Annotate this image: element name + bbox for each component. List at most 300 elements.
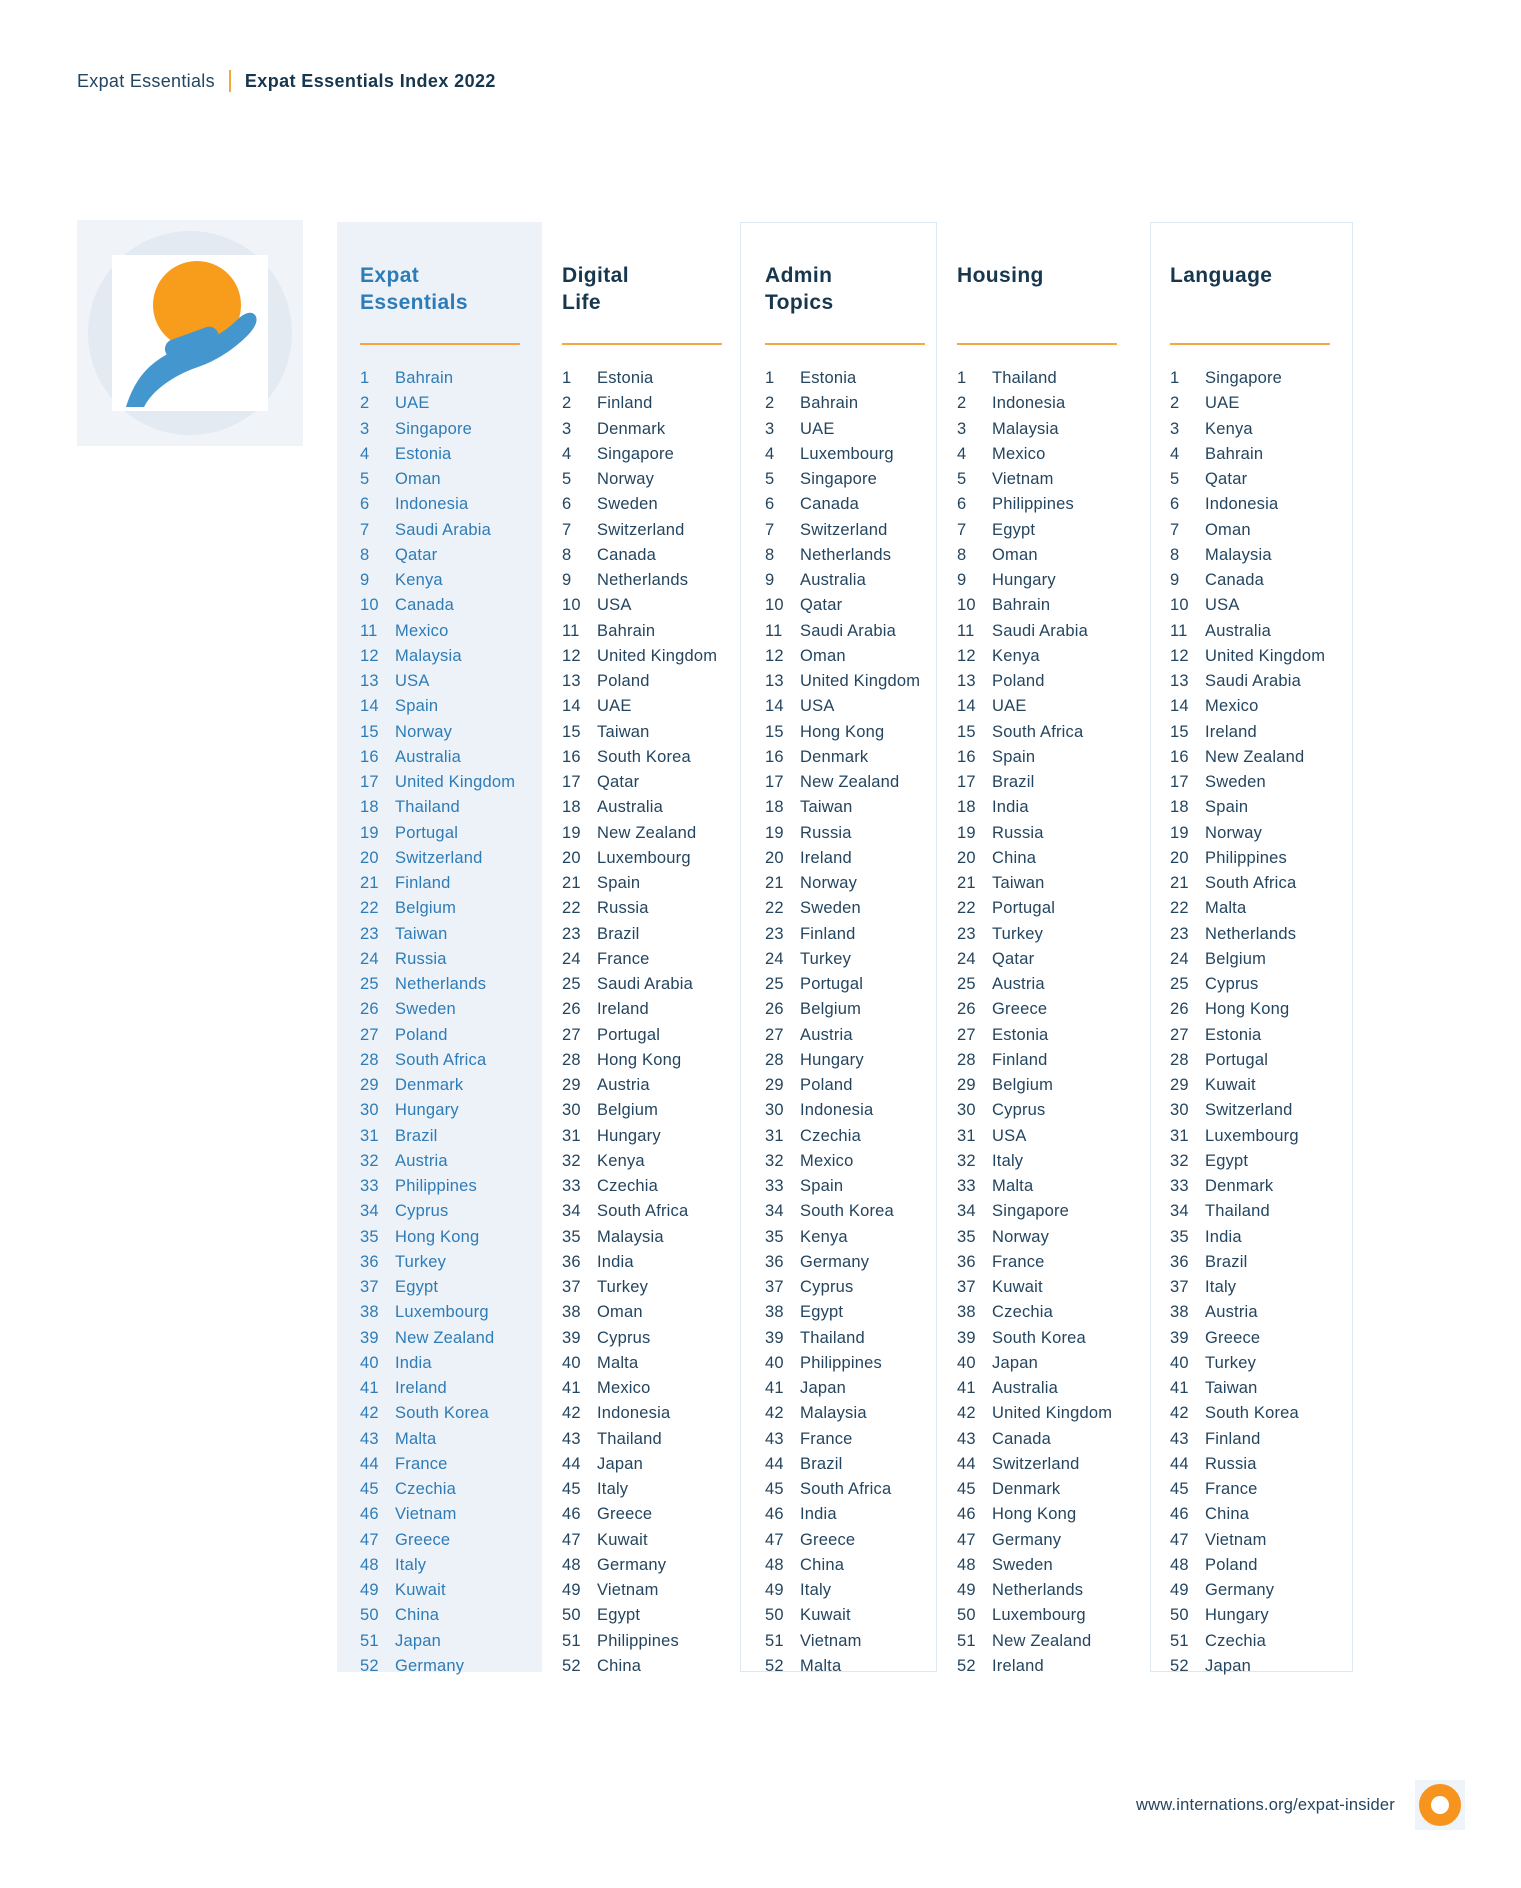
ranking-row — [957, 1149, 1142, 1174]
ranking-row — [360, 644, 545, 669]
rank-number: 47 — [360, 1530, 379, 1549]
index-icon-tile — [77, 220, 303, 446]
rank-number: 9 — [765, 571, 775, 590]
country-name: Singapore — [800, 470, 878, 489]
footer-link[interactable]: www.internations.org/expat-insider — [1135, 1795, 1395, 1814]
rank-number: 41 — [957, 1379, 976, 1398]
rank-number: 46 — [562, 1505, 581, 1524]
rank-number: 36 — [957, 1252, 976, 1271]
country-name: Ireland — [395, 1379, 447, 1398]
ranking-row — [765, 972, 950, 997]
rank-number: 40 — [957, 1353, 976, 1372]
ranking-row — [957, 1300, 1142, 1325]
ranking-row — [360, 1098, 545, 1123]
country-name: Philippines — [800, 1353, 883, 1372]
ranking-row — [360, 593, 545, 618]
rank-number: 6 — [957, 495, 967, 514]
country-name: Russia — [992, 823, 1044, 842]
country-name: Kenya — [597, 1151, 645, 1170]
ranking-row — [765, 1048, 950, 1073]
country-name: Spain — [597, 874, 641, 893]
country-name: Philippines — [395, 1177, 478, 1196]
country-name: Turkey — [597, 1278, 649, 1297]
country-name: Belgium — [992, 1076, 1054, 1095]
country-name: Netherlands — [992, 1581, 1084, 1600]
country-name: Thailand — [1205, 1202, 1270, 1221]
rank-number: 22 — [1170, 899, 1189, 918]
ranking-row — [765, 593, 950, 618]
country-name: Greece — [800, 1530, 856, 1549]
country-name: Malta — [800, 1656, 842, 1675]
ranking-row — [1170, 1073, 1355, 1098]
rank-number: 11 — [1170, 621, 1188, 640]
rank-number: 28 — [1170, 1050, 1189, 1069]
ranking-row — [360, 1528, 545, 1553]
rank-number: 35 — [765, 1227, 784, 1246]
rank-number: 21 — [1170, 874, 1189, 893]
rank-number: 38 — [562, 1303, 581, 1322]
ranking-row — [360, 619, 545, 644]
rank-number: 47 — [765, 1530, 784, 1549]
rank-number: 2 — [765, 394, 775, 413]
ranking-row — [1170, 593, 1355, 618]
ranking-row — [360, 1174, 545, 1199]
country-name: Belgium — [800, 1000, 862, 1019]
rank-number: 50 — [562, 1606, 581, 1625]
ranking-row — [957, 366, 1142, 391]
country-name: Qatar — [597, 773, 640, 792]
country-name: Australia — [395, 747, 461, 766]
country-name: Poland — [800, 1076, 853, 1095]
ranking-row — [765, 492, 950, 517]
rank-number: 38 — [1170, 1303, 1189, 1322]
rank-number: 15 — [1170, 722, 1189, 741]
ranking-row — [1170, 467, 1355, 492]
icon-card — [112, 255, 268, 411]
rank-number: 28 — [765, 1050, 784, 1069]
country-name: Italy — [1205, 1278, 1237, 1297]
country-name: Belgium — [597, 1101, 659, 1120]
ranking-row — [1170, 492, 1355, 517]
ranking-row — [765, 1225, 950, 1250]
rank-number: 31 — [562, 1126, 581, 1145]
ranking-row — [957, 1401, 1142, 1426]
country-name: Estonia — [1205, 1025, 1262, 1044]
rank-number: 38 — [957, 1303, 976, 1322]
rank-number: 24 — [360, 949, 379, 968]
ranking-row — [360, 972, 545, 997]
rank-number: 40 — [360, 1353, 379, 1372]
country-name: China — [395, 1606, 440, 1625]
country-name: Italy — [800, 1581, 832, 1600]
ranking-column-housing — [957, 262, 1142, 1679]
country-name: Russia — [800, 823, 852, 842]
country-name: Taiwan — [992, 874, 1045, 893]
rank-number: 2 — [562, 394, 572, 413]
ranking-row — [1170, 972, 1355, 997]
ranking-row — [957, 568, 1142, 593]
ranking-row — [1170, 896, 1355, 921]
ranking-row — [562, 997, 747, 1022]
ranking-row — [957, 745, 1142, 770]
country-name: Malta — [992, 1177, 1034, 1196]
rank-number: 39 — [360, 1328, 379, 1347]
country-name: Netherlands — [1205, 924, 1297, 943]
rank-number: 40 — [1170, 1353, 1189, 1372]
country-name: Indonesia — [800, 1101, 874, 1120]
country-name: USA — [992, 1126, 1027, 1145]
rank-number: 45 — [957, 1480, 976, 1499]
header-underline — [1170, 343, 1330, 345]
ranking-row — [765, 1477, 950, 1502]
ranking-row — [765, 1300, 950, 1325]
ranking-row — [562, 1199, 747, 1224]
ranking-row — [1170, 366, 1355, 391]
ranking-row — [957, 543, 1142, 568]
ranking-row — [765, 417, 950, 442]
rank-number: 14 — [957, 697, 976, 716]
rank-number: 13 — [957, 672, 976, 691]
ranking-row — [1170, 1124, 1355, 1149]
ranking-row — [1170, 770, 1355, 795]
ranking-row — [957, 1250, 1142, 1275]
ranking-row — [360, 1351, 545, 1376]
ranking-row — [360, 467, 545, 492]
rank-number: 22 — [765, 899, 784, 918]
country-name: France — [597, 949, 650, 968]
rank-number: 25 — [1170, 975, 1189, 994]
country-name: Austria — [800, 1025, 853, 1044]
country-name: France — [992, 1252, 1045, 1271]
rank-number: 42 — [957, 1404, 976, 1423]
ranking-row — [957, 795, 1142, 820]
country-name: Singapore — [1205, 369, 1283, 388]
country-name: Saudi Arabia — [1205, 672, 1301, 691]
country-name: Germany — [395, 1656, 465, 1675]
rank-number: 14 — [1170, 697, 1189, 716]
ranking-row — [562, 846, 747, 871]
rank-number: 17 — [562, 773, 581, 792]
ranking-row — [1170, 821, 1355, 846]
ranking-row — [765, 1502, 950, 1527]
ranking-row — [957, 669, 1142, 694]
rank-number: 19 — [562, 823, 581, 842]
ranking-row — [957, 417, 1142, 442]
country-name: Turkey — [1205, 1353, 1257, 1372]
breadcrumb-separator — [229, 70, 231, 92]
country-name: South Africa — [992, 722, 1084, 741]
ranking-row — [957, 467, 1142, 492]
rank-number: 16 — [1170, 747, 1189, 766]
country-name: Bahrain — [395, 369, 454, 388]
rank-number: 17 — [765, 773, 784, 792]
rank-number: 7 — [957, 520, 967, 539]
rank-number: 46 — [360, 1505, 379, 1524]
rank-number: 49 — [360, 1581, 379, 1600]
ranking-row — [957, 518, 1142, 543]
rank-number: 20 — [360, 848, 379, 867]
rank-number: 34 — [1170, 1202, 1189, 1221]
ranking-row — [562, 1250, 747, 1275]
ranking-row — [562, 1578, 747, 1603]
rank-number: 27 — [765, 1025, 784, 1044]
rank-number: 52 — [562, 1656, 581, 1675]
country-name: Taiwan — [800, 798, 853, 817]
country-name: India — [395, 1353, 432, 1372]
country-name: Singapore — [992, 1202, 1070, 1221]
ranking-row — [562, 1326, 747, 1351]
ranking-row — [957, 1048, 1142, 1073]
rank-number: 25 — [765, 975, 784, 994]
ranking-row — [562, 1174, 747, 1199]
country-name: Qatar — [800, 596, 843, 615]
ranking-list — [562, 366, 747, 1679]
country-name: Spain — [992, 747, 1036, 766]
country-name: Sweden — [395, 1000, 456, 1019]
ranking-row — [562, 871, 747, 896]
rank-number: 43 — [562, 1429, 581, 1448]
ranking-row — [765, 1578, 950, 1603]
rank-number: 46 — [765, 1505, 784, 1524]
country-name: Oman — [395, 470, 441, 489]
rank-number: 9 — [562, 571, 572, 590]
ranking-row — [765, 770, 950, 795]
country-name: Kenya — [992, 646, 1040, 665]
country-name: Turkey — [395, 1252, 447, 1271]
rank-number: 37 — [360, 1278, 379, 1297]
rank-number: 29 — [1170, 1076, 1189, 1095]
rank-number: 48 — [765, 1555, 784, 1574]
ranking-row — [957, 644, 1142, 669]
country-name: Kuwait — [1205, 1076, 1256, 1095]
rank-number: 30 — [957, 1101, 976, 1120]
country-name: Saudi Arabia — [800, 621, 896, 640]
ranking-row — [765, 1553, 950, 1578]
ranking-row — [360, 492, 545, 517]
country-name: Philippines — [992, 495, 1075, 514]
ranking-row — [360, 821, 545, 846]
country-name: Hungary — [800, 1050, 864, 1069]
ranking-row — [957, 821, 1142, 846]
rank-number: 37 — [765, 1278, 784, 1297]
ranking-row — [360, 1275, 545, 1300]
ranking-row — [1170, 1149, 1355, 1174]
ranking-row — [562, 1654, 747, 1679]
rank-number: 11 — [957, 621, 975, 640]
ranking-column-digital-life — [562, 262, 747, 1679]
rank-number: 26 — [562, 1000, 581, 1019]
country-name: Luxembourg — [800, 444, 894, 463]
ranking-row — [562, 1376, 747, 1401]
rank-number: 7 — [562, 520, 572, 539]
rank-number: 4 — [360, 444, 370, 463]
rank-number: 39 — [562, 1328, 581, 1347]
rank-number: 3 — [1170, 419, 1180, 438]
ranking-row — [360, 1427, 545, 1452]
footer — [1136, 1780, 1465, 1830]
rank-number: 15 — [562, 722, 581, 741]
rank-number: 43 — [360, 1429, 379, 1448]
ranking-row — [562, 417, 747, 442]
ranking-row — [562, 1300, 747, 1325]
ranking-row — [360, 1073, 545, 1098]
country-name: Canada — [800, 495, 859, 514]
country-name: UAE — [597, 697, 632, 716]
ranking-row — [562, 1023, 747, 1048]
rank-number: 18 — [765, 798, 784, 817]
column-title: Housing — [957, 264, 1044, 287]
ranking-row — [1170, 518, 1355, 543]
rank-number: 35 — [1170, 1227, 1189, 1246]
country-name: Brazil — [1205, 1252, 1248, 1271]
country-name: Czechia — [1205, 1631, 1267, 1650]
ranking-row — [562, 1225, 747, 1250]
country-name: Luxembourg — [992, 1606, 1086, 1625]
ranking-row — [957, 492, 1142, 517]
country-name: Greece — [395, 1530, 451, 1549]
rank-number: 8 — [1170, 545, 1180, 564]
rank-number: 14 — [765, 697, 784, 716]
ranking-row — [562, 518, 747, 543]
ranking-row — [765, 619, 950, 644]
country-name: South Korea — [597, 747, 691, 766]
rank-number: 34 — [360, 1202, 379, 1221]
column-title: Admin Topics — [765, 264, 834, 314]
ranking-row — [1170, 1452, 1355, 1477]
rank-number: 8 — [360, 545, 370, 564]
country-name: Canada — [992, 1429, 1051, 1448]
ranking-row — [1170, 417, 1355, 442]
country-name: Bahrain — [800, 394, 859, 413]
ranking-row — [360, 568, 545, 593]
country-name: Denmark — [992, 1480, 1061, 1499]
rank-number: 15 — [957, 722, 976, 741]
rank-number: 8 — [765, 545, 775, 564]
country-name: Kuwait — [992, 1278, 1043, 1297]
rank-number: 34 — [957, 1202, 976, 1221]
ranking-row — [765, 1528, 950, 1553]
rank-number: 9 — [957, 571, 967, 590]
rank-number: 43 — [1170, 1429, 1189, 1448]
rank-number: 27 — [562, 1025, 581, 1044]
country-name: Finland — [395, 874, 451, 893]
rank-number: 16 — [360, 747, 379, 766]
rank-number: 17 — [1170, 773, 1189, 792]
rank-number: 50 — [957, 1606, 976, 1625]
country-name: USA — [800, 697, 835, 716]
rank-number: 32 — [765, 1151, 784, 1170]
rank-number: 44 — [562, 1454, 581, 1473]
country-name: India — [992, 798, 1029, 817]
rank-number: 21 — [765, 874, 784, 893]
country-name: UAE — [800, 419, 835, 438]
rank-number: 33 — [765, 1177, 784, 1196]
rank-number: 13 — [360, 672, 379, 691]
rank-number: 31 — [957, 1126, 976, 1145]
rank-number: 4 — [562, 444, 572, 463]
ranking-row — [360, 694, 545, 719]
ranking-row — [957, 1199, 1142, 1224]
ranking-row — [765, 543, 950, 568]
ranking-row — [765, 1023, 950, 1048]
rank-number: 24 — [765, 949, 784, 968]
ranking-column-expat-essentials — [360, 262, 545, 1679]
rank-number: 24 — [957, 949, 976, 968]
ranking-row — [765, 745, 950, 770]
country-name: Qatar — [395, 545, 438, 564]
ranking-row — [957, 1629, 1142, 1654]
country-name: Thailand — [800, 1328, 865, 1347]
rank-number: 26 — [957, 1000, 976, 1019]
rank-number: 6 — [562, 495, 572, 514]
rank-number: 23 — [957, 924, 976, 943]
column-title: Digital Life — [562, 264, 629, 314]
country-name: Germany — [597, 1555, 667, 1574]
ranking-row — [360, 669, 545, 694]
rank-number: 27 — [360, 1025, 379, 1044]
country-name: Finland — [800, 924, 856, 943]
country-name: Norway — [992, 1227, 1050, 1246]
country-name: Bahrain — [992, 596, 1051, 615]
country-name: Bahrain — [597, 621, 656, 640]
ranking-row — [765, 1275, 950, 1300]
rank-number: 43 — [765, 1429, 784, 1448]
ranking-row — [1170, 1401, 1355, 1426]
header-underline — [562, 343, 722, 345]
ranking-row — [957, 1174, 1142, 1199]
rank-number: 11 — [562, 621, 580, 640]
country-name: Hungary — [992, 571, 1056, 590]
rank-number: 11 — [360, 621, 378, 640]
rank-number: 49 — [765, 1581, 784, 1600]
rank-number: 26 — [360, 1000, 379, 1019]
rank-number: 48 — [1170, 1555, 1189, 1574]
rank-number: 44 — [765, 1454, 784, 1473]
rank-number: 33 — [360, 1177, 379, 1196]
ranking-row — [765, 1149, 950, 1174]
ranking-row — [1170, 947, 1355, 972]
ranking-row — [1170, 1275, 1355, 1300]
ranking-row — [360, 417, 545, 442]
country-name: Brazil — [992, 773, 1035, 792]
country-name: Vietnam — [800, 1631, 862, 1650]
country-name: India — [1205, 1227, 1242, 1246]
rank-number: 37 — [1170, 1278, 1189, 1297]
ranking-row — [957, 1578, 1142, 1603]
ranking-row — [957, 1225, 1142, 1250]
breadcrumb — [77, 70, 496, 92]
country-name: Oman — [992, 545, 1038, 564]
rank-number: 40 — [562, 1353, 581, 1372]
ranking-row — [957, 1326, 1142, 1351]
rank-number: 6 — [765, 495, 775, 514]
country-name: Egypt — [992, 520, 1036, 539]
ranking-row — [1170, 846, 1355, 871]
rank-number: 23 — [562, 924, 581, 943]
country-name: Egypt — [1205, 1151, 1249, 1170]
rank-number: 24 — [1170, 949, 1189, 968]
country-name: Hong Kong — [1205, 1000, 1290, 1019]
ranking-row — [1170, 1528, 1355, 1553]
country-name: Bahrain — [1205, 444, 1264, 463]
country-name: Japan — [1205, 1656, 1251, 1675]
ranking-row — [562, 1048, 747, 1073]
rank-number: 47 — [1170, 1530, 1189, 1549]
country-name: South Africa — [800, 1480, 892, 1499]
ranking-row — [1170, 922, 1355, 947]
country-name: Malaysia — [597, 1227, 664, 1246]
ranking-row — [562, 1477, 747, 1502]
